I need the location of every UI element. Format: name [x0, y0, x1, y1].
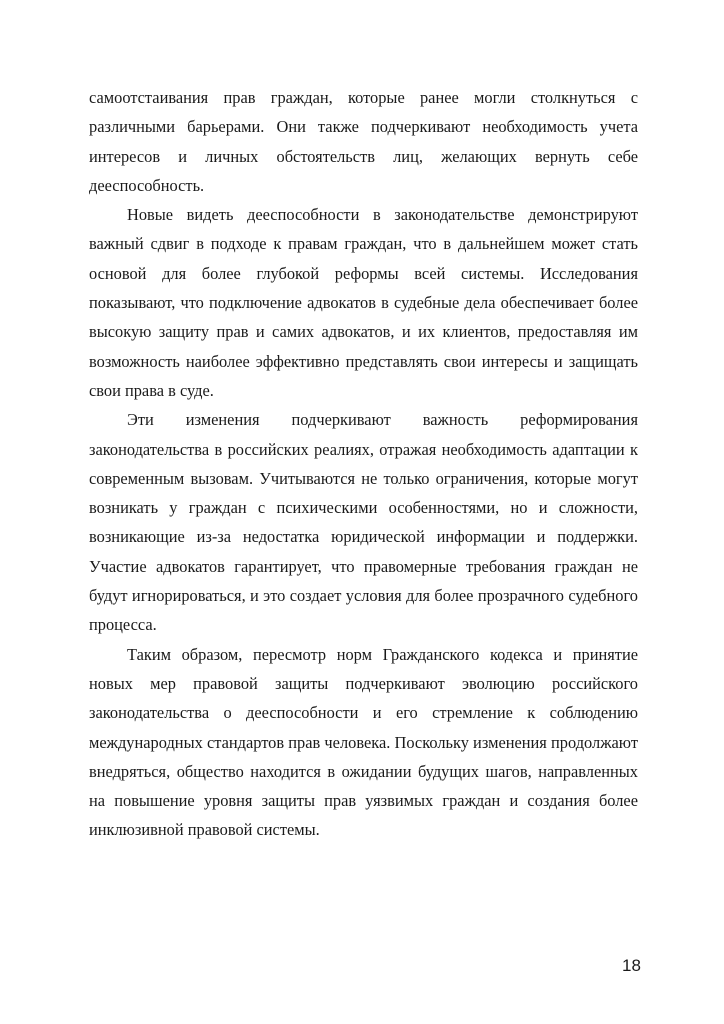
paragraph-3: Эти изменения подчеркивают важность реформирования законодательства в российских реалиях, отражая необходимость адаптации к современным вызовам. Учитываются не только ограничения, которые могут возникать у граждан с психическими особенностями, но и сложности, возникающие из-за недостатка юридической информации и поддержки. Участие адвокатов гарантирует, что правомерные требования граждан не будут игнорироваться, и это создает условия для более прозрачного судебного процесса. [89, 410, 638, 635]
paragraph-1: самоотстаивания прав граждан, которые ранее могли столкнуться с различными барьерами. Они также подчеркивают необходимость учета интересов и личных обстоятельств лиц, желающих вернуть себе дееспособность. [89, 88, 638, 195]
paragraph-4: Таким образом, пересмотр норм Гражданского кодекса и принятие новых мер правовой защиты подчеркивают эволюцию российского законодательства о дееспособности и его стремление к соблюдению международных стандартов прав человека. Поскольку изменения продолжают внедряться, общество находится в ожидании будущих шагов, направленных на повышение уровня защиты прав уязвимых граждан и создания более инклюзивной правовой системы. [89, 644, 638, 840]
page-number: 18 [622, 956, 641, 975]
paragraph-2: Новые видеть дееспособности в законодательстве демонстрируют важный сдвиг в подходе к правам граждан, что в дальнейшем может стать основой для более глубокой реформы всей системы. Исследования показывают, что подключение адвокатов в судебные дела обеспечивает более высокую защиту прав и самих адвокатов, и их клиентов, предоставляя им возможность наиболее эффективно представлять свои интересы и защищать свои права в суде. [89, 205, 638, 400]
body-text [89, 83, 638, 845]
